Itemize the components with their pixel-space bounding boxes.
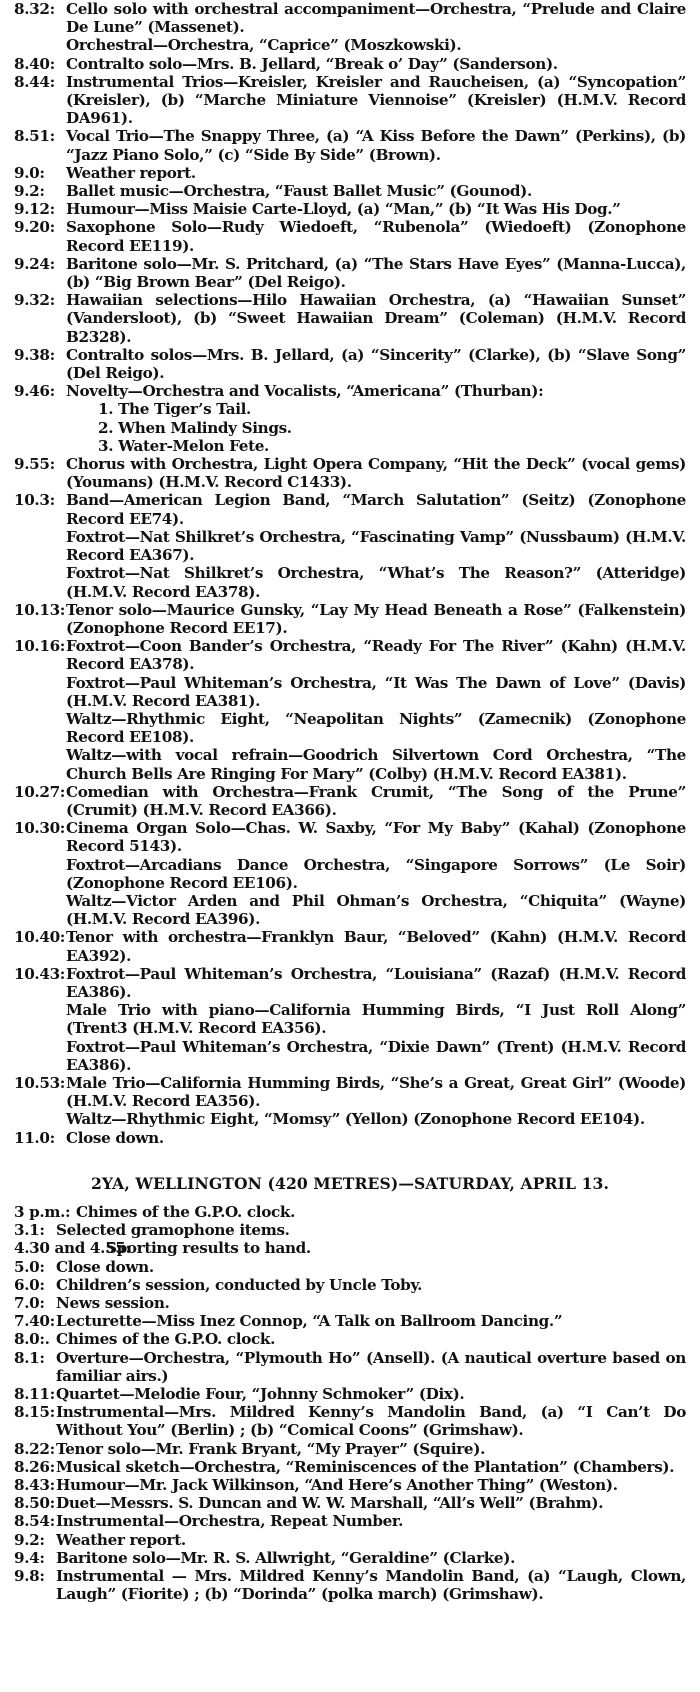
programme-entry [14, 856, 686, 892]
entry-text: Humour—Miss Maisie Carte-Lloyd, (a) “Man,” (b) “It Was His Dog.” [66, 200, 621, 219]
entry-text: Close down. [66, 1128, 164, 1147]
entry-time: 7.0: [14, 1294, 45, 1313]
programme-entry [14, 1276, 686, 1294]
programme-entry [14, 928, 686, 964]
entry-time: 9.0: [14, 163, 45, 182]
programme-entry [14, 1385, 686, 1403]
entry-text: Instrumental Trios—Kreisler, Kreisler and Raucheisen, (a) “Syncopation” (Kreisler), (b) “Marche Miniature Viennoise” (Kreisler) (H.M.V. Record DA961). [66, 72, 686, 128]
entry-time: 9.46: [14, 382, 55, 401]
entry-text: Hawaiian selections—Hilo Hawaiian Orchestra, (a) “Hawaiian Sunset” (Vandersloot), (b) “Sweet Hawaiian Dream” (Coleman) (H.M.V. Record B2328). [66, 291, 686, 346]
entry-text: Contralto solo—Mrs. B. Jellard, “Break o’ Day” (Sanderson). [66, 54, 558, 73]
programme-entry [14, 746, 686, 782]
programme-entry [14, 528, 686, 564]
entry-time: 9.8: [14, 1567, 45, 1586]
programme-entry [14, 1294, 686, 1312]
entry-time: 5.0: [14, 1257, 45, 1276]
entry-text: Instrumental—Mrs. Mildred Kenny’s Mandolin Band, (a) “I Can’t Do Without You” (Berlin) ; (b) “Comical Coons” (Grimshaw). [56, 1403, 686, 1440]
entry-time: 6.0: [14, 1275, 45, 1294]
programme-list-2 [14, 1203, 686, 1603]
programme-entry [14, 73, 686, 128]
entry-text: Weather report. [56, 1530, 186, 1549]
programme-entry [14, 710, 686, 746]
entry-time: 10.13: [14, 600, 66, 619]
entry-time: 9.12: [14, 200, 55, 219]
entry-text: Close down. [56, 1257, 154, 1276]
entry-time: 10.53: [14, 1073, 66, 1092]
entry-text: Weather report. [66, 163, 196, 182]
entry-time: 3.1: [14, 1221, 45, 1240]
entry-text: Foxtrot—Arcadians Dance Orchestra, “Singapore Sorrows” (Le Soir) (Zonophone Record EE106). [66, 855, 686, 892]
programme-entry [14, 1258, 686, 1276]
entry-time: 9.4: [14, 1548, 45, 1567]
entry-text: Saxophone Solo—Rudy Wiedoeft, “Rubenola” (Wiedoeft) (Zonophone Record EE119). [66, 218, 686, 255]
programme-entry [14, 1494, 686, 1512]
entry-time: 8.15: [14, 1403, 55, 1422]
programme-list-1 [14, 0, 686, 1147]
programme-entry [14, 218, 686, 254]
entry-text: Foxtrot—Coon Bander’s Orchestra, “Ready For The River” (Kahn) (H.M.V. Record EA378). [66, 637, 686, 674]
entry-text: Waltz—with vocal refrain—Goodrich Silvertown Cord Orchestra, “The Church Bells Are Ringing For Mary” (Colby) (H.M.V. Record EA381). [66, 746, 686, 783]
programme-entry [14, 1001, 686, 1037]
programme-entry [14, 1330, 686, 1348]
entry-text: Novelty—Orchestra and Vocalists, “Americana” (Thurban): [66, 382, 544, 401]
programme-entry [14, 1129, 686, 1147]
entry-text: Humour—Mr. Jack Wilkinson, “And Here’s Another Thing” (Weston). [56, 1476, 618, 1495]
entry-time: 8.0:. [14, 1330, 50, 1349]
entry-text: News session. [56, 1294, 170, 1313]
programme-entry [14, 1440, 686, 1458]
programme-entry [14, 491, 686, 527]
entry-text: Male Trio—California Humming Birds, “She’s a Great, Great Girl” (Woode) (H.M.V. Record EA356). [66, 1073, 686, 1111]
programme-entry [14, 200, 686, 218]
entry-text: Chimes of the G.P.O. clock. [56, 1330, 276, 1349]
programme-entry [14, 291, 686, 346]
programme-entry [14, 0, 686, 36]
programme-entry [14, 55, 686, 73]
programme-entry [14, 564, 686, 600]
programme-entry [14, 127, 686, 163]
entry-time: 3 p.m.: [14, 1203, 71, 1221]
programme-entry [14, 36, 686, 54]
programme-entry [14, 1476, 686, 1494]
entry-text: Sporting results to hand. [106, 1239, 311, 1258]
programme-entry [14, 182, 686, 200]
entry-text: Baritone solo—Mr. S. Pritchard, (a) “The Stars Have Eyes” (Manna-Lucca), (b) “Big Brown Bear” (Del Reigo). [66, 254, 686, 292]
entry-time: 8.11: [14, 1385, 55, 1404]
programme-entry [14, 892, 686, 928]
entry-text: Instrumental — Mrs. Mildred Kenny’s Mandolin Band, (a) “Laugh, Clown, Laugh” (Fiorite) ; (b) “Dorinda” (polka march) (Grimshaw). [56, 1567, 686, 1604]
entry-time: 11.0: [14, 1128, 55, 1147]
entry-time: 9.2: [14, 1530, 45, 1549]
entry-text: Cinema Organ Solo—Chas. W. Saxby, “For My Baby” (Kahal) (Zonophone Record 5143). [66, 819, 686, 856]
programme-entry [14, 437, 686, 455]
programme-entry [14, 1074, 686, 1110]
entry-text: Ballet music—Orchestra, “Faust Ballet Music” (Gounod). [66, 182, 532, 201]
programme-entry [14, 1403, 686, 1439]
entry-time: 10.27: [14, 782, 66, 801]
entry-time: 9.32: [14, 291, 55, 310]
programme-entry [14, 346, 686, 382]
programme-entry [14, 1239, 686, 1257]
programme-entry [14, 1549, 686, 1567]
entry-time: 8.50: [14, 1494, 55, 1513]
entry-text: Foxtrot—Nat Shilkret’s Orchestra, “What’s The Reason?” (Atteridge) (H.M.V. Record EA378). [66, 564, 686, 601]
entry-text: Children’s session, conducted by Uncle Toby. [56, 1275, 423, 1294]
entry-text: Male Trio with piano—California Humming Birds, “I Just Roll Along” (Trent3 (H.M.V. Record EA356). [66, 1001, 686, 1038]
entry-text: Vocal Trio—The Snappy Three, (a) “A Kiss Before the Dawn” (Perkins), (b) “Jazz Piano Solo,” (c) “Side By Side” (Brown). [66, 127, 686, 164]
programme-entry [14, 455, 686, 491]
entry-time: 8.32: [14, 0, 55, 18]
entry-text: 3. Water-Melon Fete. [98, 436, 269, 455]
entry-text: Comedian with Orchestra—Frank Crumit, “The Song of the Prune” (Crumit) (H.M.V. Record EA366). [66, 782, 686, 819]
entry-time: 10.43: [14, 964, 66, 983]
programme-entry [14, 1512, 686, 1530]
entry-time: 10.16: [14, 637, 66, 656]
entry-text: Quartet—Melodie Four, “Johnny Schmoker” (Dix). [56, 1385, 465, 1404]
entry-text: Chimes of the G.P.O. clock. [76, 1203, 296, 1221]
entry-text: Waltz—Rhythmic Eight, “Momsy” (Yellon) (Zonophone Record EE104). [66, 1110, 645, 1129]
programme-entry [14, 382, 686, 400]
programme-entry [14, 164, 686, 182]
entry-time: 8.43: [14, 1476, 55, 1495]
entry-text: Instrumental—Orchestra, Repeat Number. [56, 1512, 404, 1531]
entry-text: 1. The Tiger’s Tail. [98, 400, 251, 419]
entry-time: 9.38: [14, 345, 55, 364]
entry-time: 8.51: [14, 127, 55, 146]
entry-time: 8.26: [14, 1457, 55, 1476]
entry-text: Waltz—Victor Arden and Phil Ohman’s Orchestra, “Chiquita” (Wayne) (H.M.V. Record EA396). [66, 891, 686, 929]
programme-entry [14, 601, 686, 637]
entry-text: Baritone solo—Mr. R. S. Allwright, “Geraldine” (Clarke). [56, 1548, 516, 1567]
programme-entry [14, 1312, 686, 1330]
entry-time: 8.1: [14, 1348, 45, 1367]
entry-text: Foxtrot—Nat Shilkret’s Orchestra, “Fascinating Vamp” (Nussbaum) (H.M.V. Record EA367). [66, 527, 686, 565]
entry-time: 8.40: [14, 54, 55, 73]
entry-time: 9.20: [14, 218, 55, 237]
programme-entry [14, 674, 686, 710]
entry-text: Orchestral—Orchestra, “Caprice” (Moszkowski). [66, 36, 462, 55]
programme-entry [14, 1567, 686, 1603]
programme-entry [14, 419, 686, 437]
programme-entry [14, 1531, 686, 1549]
programme-entry [14, 637, 686, 673]
entry-text: Tenor solo—Maurice Gunsky, “Lay My Head Beneath a Rose” (Falkenstein) (Zonophone Record EE17). [66, 600, 686, 637]
entry-time: 9.2: [14, 182, 45, 201]
programme-entry [14, 1349, 686, 1385]
programme-entry [14, 1203, 686, 1221]
station-heading: 2YA, WELLINGTON (420 METRES)—SATURDAY, APRIL 13. [90, 1173, 610, 1193]
entry-time: 8.44: [14, 72, 55, 91]
entry-text: Tenor with orchestra—Franklyn Baur, “Beloved” (Kahn) (H.M.V. Record EA392). [66, 928, 686, 965]
programme-entry [14, 783, 686, 819]
programme-entry [14, 255, 686, 291]
entry-time: 10.30: [14, 819, 66, 838]
entry-time: 9.24: [14, 254, 55, 273]
entry-time: 4.30 and 4.55: [14, 1239, 131, 1258]
programme-entry [14, 1038, 686, 1074]
entry-time: 8.54: [14, 1512, 55, 1531]
entry-text: Band—American Legion Band, “March Salutation” (Seitz) (Zonophone Record EE74). [66, 491, 686, 528]
entry-text: Lecturette—Miss Inez Connop, “A Talk on Ballroom Dancing.” [56, 1312, 563, 1331]
text-column [14, 0, 686, 1603]
entry-text: Selected gramophone items. [56, 1221, 290, 1240]
entry-text: 2. When Malindy Sings. [98, 418, 292, 437]
entry-text: Contralto solos—Mrs. B. Jellard, (a) “Sincerity” (Clarke), (b) “Slave Song” (Del Reigo). [66, 345, 686, 383]
programme-entry [14, 965, 686, 1001]
programme-entry [14, 819, 686, 855]
entry-text: Waltz—Rhythmic Eight, “Neapolitan Nights” (Zamecnik) (Zonophone Record EE108). [66, 709, 686, 747]
entry-text: Tenor solo—Mr. Frank Bryant, “My Prayer” (Squire). [56, 1439, 486, 1458]
entry-text: Cello solo with orchestral accompaniment—Orchestra, “Prelude and Claire De Lune” (Massenet). [66, 0, 686, 37]
entry-text: Foxtrot—Paul Whiteman’s Orchestra, “It Was The Dawn of Love” (Davis) (H.M.V. Record EA381). [66, 673, 686, 710]
programme-entry [14, 1110, 686, 1128]
entry-time: 10.40: [14, 928, 66, 947]
entry-time: 8.22: [14, 1439, 55, 1458]
programme-entry [14, 1458, 686, 1476]
entry-text: Chorus with Orchestra, Light Opera Company, “Hit the Deck” (vocal gems) (Youmans) (H.M.V. Record C1433). [66, 455, 686, 492]
entry-text: Foxtrot—Paul Whiteman’s Orchestra, “Louisiana” (Razaf) (H.M.V. Record EA386). [66, 964, 686, 1001]
entry-text: Duet—Messrs. S. Duncan and W. W. Marshall, “All’s Well” (Brahm). [56, 1494, 604, 1513]
entry-time: 9.55: [14, 455, 55, 474]
entry-time: 10.3: [14, 491, 55, 510]
entry-text: Foxtrot—Paul Whiteman’s Orchestra, “Dixie Dawn” (Trent) (H.M.V. Record EA386). [66, 1037, 686, 1074]
programme-entry [14, 400, 686, 418]
programme-entry [14, 1221, 686, 1239]
entry-text: Musical sketch—Orchestra, “Reminiscences of the Plantation” (Chambers). [56, 1457, 675, 1476]
entry-text: Overture—Orchestra, “Plymouth Ho” (Ansell). (A nautical overture based on familiar airs.) [56, 1348, 686, 1385]
entry-time: 7.40: [14, 1312, 55, 1331]
